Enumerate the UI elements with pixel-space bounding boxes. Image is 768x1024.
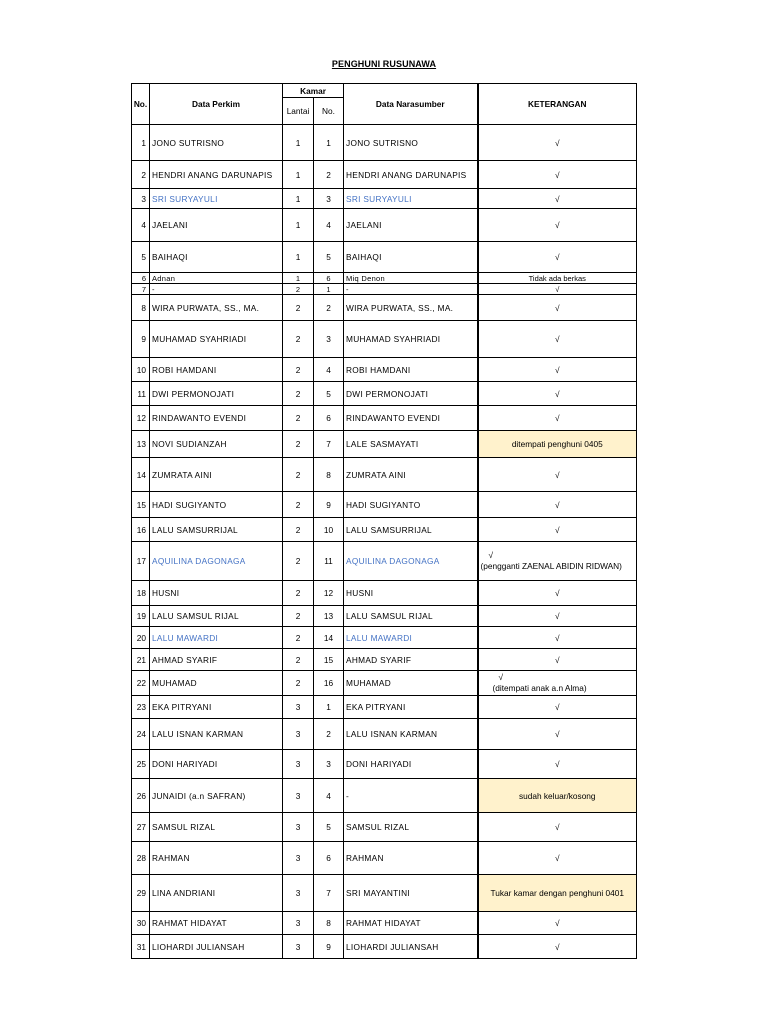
keterangan-cell: √ bbox=[478, 750, 637, 779]
narasumber-name: ZUMRATA AINI bbox=[344, 458, 478, 492]
perkim-name: RAHMAN bbox=[150, 842, 283, 875]
perkim-name: AHMAD SYARIF bbox=[150, 649, 283, 671]
floor-number: 2 bbox=[283, 649, 314, 671]
table-row bbox=[132, 606, 637, 627]
row-number: 2 bbox=[132, 161, 150, 189]
table-row bbox=[132, 696, 637, 719]
floor-number: 3 bbox=[283, 750, 314, 779]
narasumber-name: MUHAMAD bbox=[344, 671, 478, 696]
header-kamar-no: No. bbox=[314, 98, 344, 125]
table-row bbox=[132, 125, 637, 161]
room-number: 4 bbox=[314, 358, 344, 382]
narasumber-name: HADI SUGIYANTO bbox=[344, 492, 478, 518]
narasumber-name: ROBI HAMDANI bbox=[344, 358, 478, 382]
table-row bbox=[132, 935, 637, 959]
keterangan-note: (pengganti ZAENAL ABIDIN RIDWAN) bbox=[480, 561, 622, 571]
keterangan-cell: √ bbox=[478, 125, 637, 161]
narasumber-name: HENDRI ANANG DARUNAPIS bbox=[344, 161, 478, 189]
floor-number: 3 bbox=[283, 696, 314, 719]
keterangan-cell: √ bbox=[478, 458, 637, 492]
keterangan-cell: √ bbox=[478, 606, 637, 627]
row-number: 21 bbox=[132, 649, 150, 671]
perkim-name: HENDRI ANANG DARUNAPIS bbox=[150, 161, 283, 189]
header-lantai: Lantai bbox=[283, 98, 314, 125]
table-row bbox=[132, 382, 637, 406]
narasumber-name: HUSNI bbox=[344, 581, 478, 606]
table-body bbox=[132, 125, 637, 959]
keterangan-cell: √ bbox=[478, 161, 637, 189]
keterangan-cell: √ bbox=[478, 209, 637, 242]
room-number: 6 bbox=[314, 406, 344, 431]
keterangan-cell bbox=[478, 671, 637, 696]
narasumber-name: AQUILINA DAGONAGA bbox=[344, 542, 478, 581]
room-number: 13 bbox=[314, 606, 344, 627]
perkim-name: LALU ISNAN KARMAN bbox=[150, 719, 283, 750]
keterangan-cell bbox=[478, 542, 637, 581]
table-row bbox=[132, 284, 637, 295]
table-row bbox=[132, 242, 637, 273]
table-row bbox=[132, 321, 637, 358]
room-number: 1 bbox=[314, 284, 344, 295]
floor-number: 2 bbox=[283, 671, 314, 696]
row-number: 9 bbox=[132, 321, 150, 358]
floor-number: 3 bbox=[283, 813, 314, 842]
room-number: 7 bbox=[314, 875, 344, 912]
floor-number: 1 bbox=[283, 273, 314, 284]
row-number: 3 bbox=[132, 189, 150, 209]
narasumber-name: JAELANI bbox=[344, 209, 478, 242]
perkim-name: MUHAMAD bbox=[150, 671, 283, 696]
row-number: 7 bbox=[132, 284, 150, 295]
keterangan-cell: sudah keluar/kosong bbox=[478, 779, 637, 813]
room-number: 14 bbox=[314, 627, 344, 649]
room-number: 9 bbox=[314, 492, 344, 518]
keterangan-cell: √ bbox=[478, 912, 637, 935]
perkim-name: ZUMRATA AINI bbox=[150, 458, 283, 492]
row-number: 10 bbox=[132, 358, 150, 382]
keterangan-cell: √ bbox=[478, 406, 637, 431]
perkim-name: MUHAMAD SYAHRIADI bbox=[150, 321, 283, 358]
check-mark: √ bbox=[498, 672, 504, 682]
header-data-narasumber: Data Narasumber bbox=[344, 84, 478, 125]
narasumber-name: LALU SAMSURRIJAL bbox=[344, 518, 478, 542]
room-number: 8 bbox=[314, 912, 344, 935]
header-kamar: Kamar bbox=[283, 84, 344, 98]
floor-number: 2 bbox=[283, 492, 314, 518]
room-number: 1 bbox=[314, 125, 344, 161]
perkim-name: RAHMAT HIDAYAT bbox=[150, 912, 283, 935]
row-number: 11 bbox=[132, 382, 150, 406]
table-row bbox=[132, 649, 637, 671]
narasumber-name: LALU SAMSUL RIJAL bbox=[344, 606, 478, 627]
narasumber-name: RINDAWANTO EVENDI bbox=[344, 406, 478, 431]
row-number: 24 bbox=[132, 719, 150, 750]
keterangan-cell: √ bbox=[478, 842, 637, 875]
perkim-name: BAIHAQI bbox=[150, 242, 283, 273]
table-row bbox=[132, 627, 637, 649]
narasumber-name: LALE SASMAYATI bbox=[344, 431, 478, 458]
floor-number: 2 bbox=[283, 284, 314, 295]
floor-number: 3 bbox=[283, 935, 314, 959]
table-row bbox=[132, 671, 637, 696]
table-row bbox=[132, 492, 637, 518]
keterangan-cell: √ bbox=[478, 382, 637, 406]
table-row bbox=[132, 813, 637, 842]
narasumber-name: MUHAMAD SYAHRIADI bbox=[344, 321, 478, 358]
floor-number: 3 bbox=[283, 912, 314, 935]
row-number: 1 bbox=[132, 125, 150, 161]
perkim-name: SRI SURYAYULI bbox=[150, 189, 283, 209]
room-number: 8 bbox=[314, 458, 344, 492]
narasumber-name: LIOHARDI JULIANSAH bbox=[344, 935, 478, 959]
keterangan-cell: √ bbox=[478, 189, 637, 209]
perkim-name: DWI PERMONOJATI bbox=[150, 382, 283, 406]
keterangan-cell: √ bbox=[478, 719, 637, 750]
floor-number: 2 bbox=[283, 295, 314, 321]
perkim-name: - bbox=[150, 284, 283, 295]
perkim-name: NOVI SUDIANZAH bbox=[150, 431, 283, 458]
perkim-name: DONI HARIYADI bbox=[150, 750, 283, 779]
floor-number: 2 bbox=[283, 431, 314, 458]
narasumber-name: - bbox=[344, 284, 478, 295]
table-row bbox=[132, 295, 637, 321]
perkim-name: JONO SUTRISNO bbox=[150, 125, 283, 161]
header-data-perkim: Data Perkim bbox=[150, 84, 283, 125]
room-number: 3 bbox=[314, 189, 344, 209]
perkim-name: HADI SUGIYANTO bbox=[150, 492, 283, 518]
room-number: 2 bbox=[314, 161, 344, 189]
room-number: 6 bbox=[314, 842, 344, 875]
narasumber-name: BAIHAQI bbox=[344, 242, 478, 273]
floor-number: 2 bbox=[283, 321, 314, 358]
floor-number: 2 bbox=[283, 581, 314, 606]
row-number: 18 bbox=[132, 581, 150, 606]
table-row bbox=[132, 842, 637, 875]
floor-number: 1 bbox=[283, 242, 314, 273]
narasumber-name: Miq Denon bbox=[344, 273, 478, 284]
check-mark: √ bbox=[488, 550, 494, 560]
floor-number: 2 bbox=[283, 606, 314, 627]
table-row bbox=[132, 406, 637, 431]
row-number: 8 bbox=[132, 295, 150, 321]
perkim-name: LALU SAMSURRIJAL bbox=[150, 518, 283, 542]
floor-number: 2 bbox=[283, 542, 314, 581]
keterangan-cell: √ bbox=[478, 813, 637, 842]
room-number: 5 bbox=[314, 813, 344, 842]
floor-number: 2 bbox=[283, 406, 314, 431]
floor-number: 3 bbox=[283, 875, 314, 912]
room-number: 10 bbox=[314, 518, 344, 542]
room-number: 3 bbox=[314, 321, 344, 358]
row-number: 28 bbox=[132, 842, 150, 875]
row-number: 13 bbox=[132, 431, 150, 458]
room-number: 15 bbox=[314, 649, 344, 671]
table-row bbox=[132, 431, 637, 458]
room-number: 3 bbox=[314, 750, 344, 779]
keterangan-cell: √ bbox=[478, 696, 637, 719]
narasumber-name: SRI SURYAYULI bbox=[344, 189, 478, 209]
table-row bbox=[132, 779, 637, 813]
room-number: 6 bbox=[314, 273, 344, 284]
keterangan-cell: √ bbox=[478, 242, 637, 273]
row-number: 6 bbox=[132, 273, 150, 284]
narasumber-name: JONO SUTRISNO bbox=[344, 125, 478, 161]
floor-number: 2 bbox=[283, 518, 314, 542]
floor-number: 1 bbox=[283, 189, 314, 209]
keterangan-cell: √ bbox=[478, 321, 637, 358]
perkim-name: ROBI HAMDANI bbox=[150, 358, 283, 382]
floor-number: 3 bbox=[283, 779, 314, 813]
narasumber-name: SRI MAYANTINI bbox=[344, 875, 478, 912]
perkim-name: JUNAIDI (a.n SAFRAN) bbox=[150, 779, 283, 813]
row-number: 20 bbox=[132, 627, 150, 649]
keterangan-cell: Tukar kamar dengan penghuni 0401 bbox=[478, 875, 637, 912]
table-row bbox=[132, 750, 637, 779]
perkim-name: SAMSUL RIZAL bbox=[150, 813, 283, 842]
row-number: 25 bbox=[132, 750, 150, 779]
row-number: 26 bbox=[132, 779, 150, 813]
keterangan-cell: √ bbox=[478, 581, 637, 606]
row-number: 29 bbox=[132, 875, 150, 912]
keterangan-cell: Tidak ada berkas bbox=[478, 273, 637, 284]
keterangan-cell: ditempati penghuni 0405 bbox=[478, 431, 637, 458]
narasumber-name: WIRA PURWATA, SS., MA. bbox=[344, 295, 478, 321]
narasumber-name: DWI PERMONOJATI bbox=[344, 382, 478, 406]
perkim-name: EKA PITRYANI bbox=[150, 696, 283, 719]
keterangan-cell: √ bbox=[478, 492, 637, 518]
table-row bbox=[132, 209, 637, 242]
perkim-name: JAELANI bbox=[150, 209, 283, 242]
row-number: 19 bbox=[132, 606, 150, 627]
header-no: No. bbox=[132, 84, 150, 125]
perkim-name: RINDAWANTO EVENDI bbox=[150, 406, 283, 431]
narasumber-name: AHMAD SYARIF bbox=[344, 649, 478, 671]
keterangan-cell: √ bbox=[478, 284, 637, 295]
table-row bbox=[132, 518, 637, 542]
narasumber-name: LALU ISNAN KARMAN bbox=[344, 719, 478, 750]
row-number: 4 bbox=[132, 209, 150, 242]
narasumber-name: LALU MAWARDI bbox=[344, 627, 478, 649]
table-row bbox=[132, 719, 637, 750]
room-number: 4 bbox=[314, 209, 344, 242]
keterangan-cell: √ bbox=[478, 935, 637, 959]
room-number: 16 bbox=[314, 671, 344, 696]
row-number: 5 bbox=[132, 242, 150, 273]
floor-number: 2 bbox=[283, 382, 314, 406]
perkim-name: AQUILINA DAGONAGA bbox=[150, 542, 283, 581]
header-keterangan: KETERANGAN bbox=[478, 84, 637, 125]
keterangan-cell: √ bbox=[478, 518, 637, 542]
narasumber-name: - bbox=[344, 779, 478, 813]
floor-number: 2 bbox=[283, 458, 314, 492]
narasumber-name: EKA PITRYANI bbox=[344, 696, 478, 719]
narasumber-name: RAHMAT HIDAYAT bbox=[344, 912, 478, 935]
narasumber-name: RAHMAN bbox=[344, 842, 478, 875]
perkim-name: LIOHARDI JULIANSAH bbox=[150, 935, 283, 959]
keterangan-cell: √ bbox=[478, 295, 637, 321]
floor-number: 1 bbox=[283, 125, 314, 161]
row-number: 22 bbox=[132, 671, 150, 696]
table-row bbox=[132, 581, 637, 606]
floor-number: 3 bbox=[283, 842, 314, 875]
table-row bbox=[132, 189, 637, 209]
perkim-name: LINA ANDRIANI bbox=[150, 875, 283, 912]
row-number: 23 bbox=[132, 696, 150, 719]
narasumber-name: DONI HARIYADI bbox=[344, 750, 478, 779]
keterangan-cell: √ bbox=[478, 649, 637, 671]
perkim-name: WIRA PURWATA, SS., MA. bbox=[150, 295, 283, 321]
floor-number: 1 bbox=[283, 161, 314, 189]
floor-number: 2 bbox=[283, 627, 314, 649]
room-number: 12 bbox=[314, 581, 344, 606]
floor-number: 1 bbox=[283, 209, 314, 242]
room-number: 7 bbox=[314, 431, 344, 458]
row-number: 30 bbox=[132, 912, 150, 935]
perkim-name: HUSNI bbox=[150, 581, 283, 606]
table-row bbox=[132, 875, 637, 912]
room-number: 1 bbox=[314, 696, 344, 719]
narasumber-name: SAMSUL RIZAL bbox=[344, 813, 478, 842]
table-row bbox=[132, 542, 637, 581]
table-row bbox=[132, 458, 637, 492]
floor-number: 3 bbox=[283, 719, 314, 750]
row-number: 17 bbox=[132, 542, 150, 581]
residents-table bbox=[131, 83, 637, 959]
keterangan-note: (ditempati anak a.n Alma) bbox=[492, 683, 587, 693]
row-number: 16 bbox=[132, 518, 150, 542]
table-row bbox=[132, 358, 637, 382]
row-number: 12 bbox=[132, 406, 150, 431]
table-row bbox=[132, 912, 637, 935]
row-number: 14 bbox=[132, 458, 150, 492]
room-number: 9 bbox=[314, 935, 344, 959]
floor-number: 2 bbox=[283, 358, 314, 382]
page-title: PENGHUNI RUSUNAWA bbox=[331, 59, 437, 69]
table-row bbox=[132, 161, 637, 189]
room-number: 2 bbox=[314, 295, 344, 321]
room-number: 2 bbox=[314, 719, 344, 750]
keterangan-cell: √ bbox=[478, 627, 637, 649]
room-number: 4 bbox=[314, 779, 344, 813]
row-number: 31 bbox=[132, 935, 150, 959]
keterangan-cell: √ bbox=[478, 358, 637, 382]
row-number: 27 bbox=[132, 813, 150, 842]
table-row bbox=[132, 273, 637, 284]
perkim-name: LALU SAMSUL RIJAL bbox=[150, 606, 283, 627]
row-number: 15 bbox=[132, 492, 150, 518]
room-number: 5 bbox=[314, 242, 344, 273]
room-number: 5 bbox=[314, 382, 344, 406]
perkim-name: LALU MAWARDI bbox=[150, 627, 283, 649]
room-number: 11 bbox=[314, 542, 344, 581]
perkim-name: Adnan bbox=[150, 273, 283, 284]
